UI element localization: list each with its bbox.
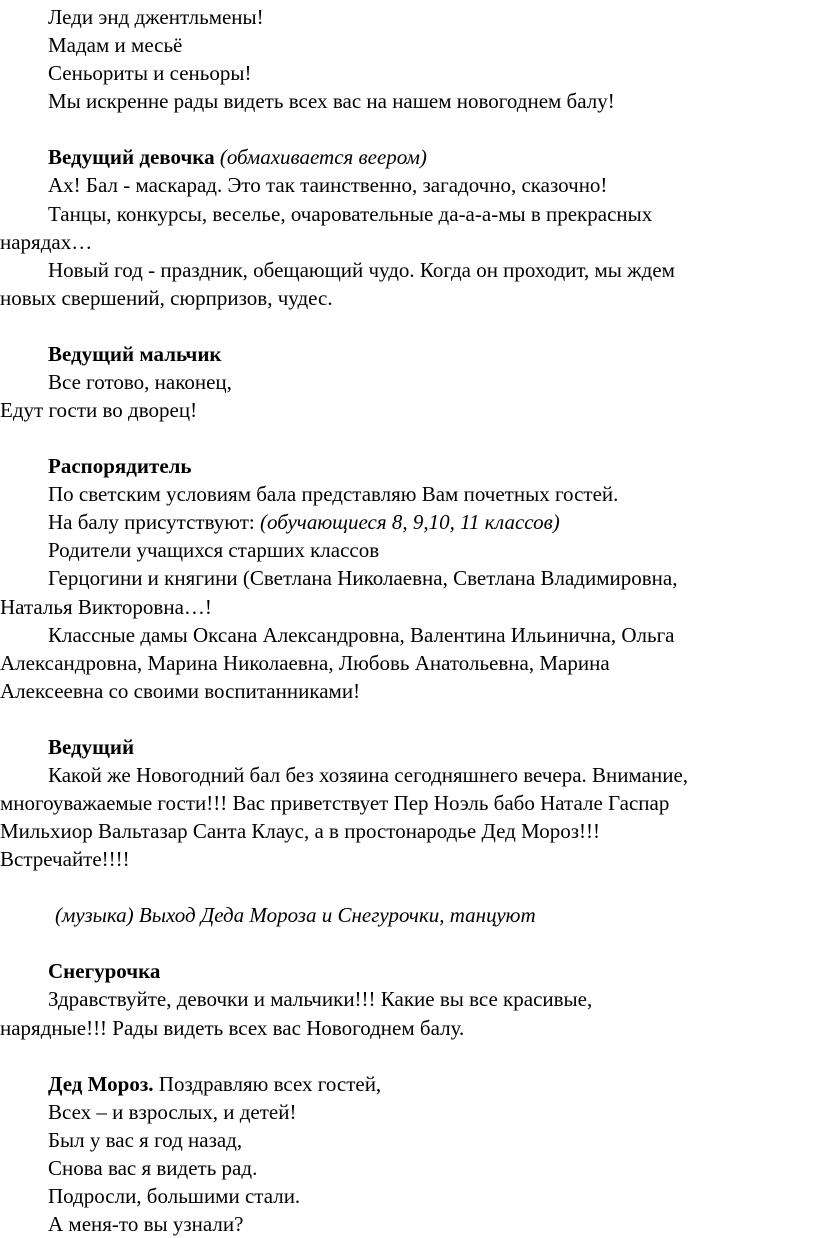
girl-host-line-3a: Новый год - праздник, обещающий чудо. Когда он проходит, мы ждем: [48, 257, 675, 282]
speaker-line-girl-host: [48, 147, 427, 168]
steward-line-1: По светским условиям бала представляю Вам почетных гостей.: [48, 482, 619, 507]
speaker-host: Ведущий: [48, 734, 135, 759]
stage-direction: (музыка) Выход Деда Мороза и Снегурочки, танцуют: [55, 903, 536, 928]
intro-line-4: Мы искренне рады видеть всех вас на нашем новогоднем балу!: [48, 89, 615, 114]
intro-line-2: Мадам и месьё: [48, 33, 183, 58]
steward-line-5a: Классные дамы Оксана Александровна, Валентина Ильинична, Ольга: [48, 622, 675, 647]
father-frost-line-2: Всех – и взрослых, и детей!: [48, 1099, 297, 1124]
speaker-father-frost: Дед Мороз.: [48, 1071, 154, 1096]
steward-line-3: Родители учащихся старших классов: [48, 538, 380, 563]
speaker-boy-host: Ведущий мальчик: [48, 341, 222, 366]
steward-line-5b: Александровна, Марина Николаевна, Любовь Анатольевна, Марина: [0, 650, 610, 675]
father-frost-line-3: Был у вас я год назад,: [48, 1127, 243, 1152]
host-line-3: Мильхиор Вальтазар Санта Клаус, а в простонародье Дед Мороз!!!: [0, 819, 600, 843]
girl-host-line-1: Ах! Бал - маскарад. Это так таинственно, загадочно, сказочно!: [48, 173, 608, 198]
intro-line-3: Сеньориты и сеньоры!: [48, 61, 252, 86]
father-frost-line-1-text: Поздравляю всех гостей,: [153, 1071, 382, 1096]
host-line-2: многоуважаемые гости!!! Вас приветствует Пер Ноэль бабо Натале Гаспар: [0, 791, 670, 815]
girl-host-line-2b: нарядах…: [0, 229, 93, 254]
intro-line-1: Леди энд джентльмены!: [48, 5, 264, 29]
boy-host-line-1: Все готово, наконец,: [48, 369, 232, 394]
host-line-4: Встречайте!!!!: [0, 847, 130, 872]
speaker-snow-maiden: Снегурочка: [48, 959, 161, 984]
stage-remark: (обмахивается веером): [214, 145, 427, 170]
father-frost-line-6: А меня-то вы узнали?: [48, 1212, 244, 1236]
father-frost-line-1: [48, 1071, 382, 1096]
father-frost-line-4: Снова вас я видеть рад.: [48, 1155, 258, 1180]
snow-maiden-line-1: Здравствуйте, девочки и мальчики!!! Какие вы все красивые,: [48, 987, 593, 1012]
girl-host-line-2a: Танцы, конкурсы, веселье, очаровательные да-а-а-мы в прекрасных: [48, 201, 653, 226]
steward-line-2-text: На балу присутствуют:: [48, 510, 260, 535]
steward-line-4b: Наталья Викторовна…!: [0, 594, 212, 619]
snow-maiden-line-2: нарядные!!! Рады видеть всех вас Новогоднем балу.: [0, 1015, 465, 1040]
boy-host-line-2: Едут гости во дворец!: [0, 398, 198, 422]
steward-line-2: [48, 512, 560, 533]
steward-line-5c: Алексеевна со своими воспитанниками!: [0, 678, 361, 703]
speaker-steward: Распорядитель: [48, 454, 192, 479]
girl-host-line-3b: новых свершений, сюрпризов, чудес.: [0, 285, 333, 310]
speaker-name: Ведущий девочка: [48, 145, 215, 170]
steward-line-4a: Герцогини и княгини (Светлана Николаевна, Светлана Владимировна,: [48, 566, 678, 591]
steward-line-2-italic: (обучающиеся 8, 9,10, 11 классов): [259, 510, 560, 535]
father-frost-line-5: Подросли, большими стали.: [48, 1183, 301, 1208]
host-line-1: Какой же Новогодний бал без хозяина сегодняшнего вечера. Внимание,: [48, 762, 689, 787]
